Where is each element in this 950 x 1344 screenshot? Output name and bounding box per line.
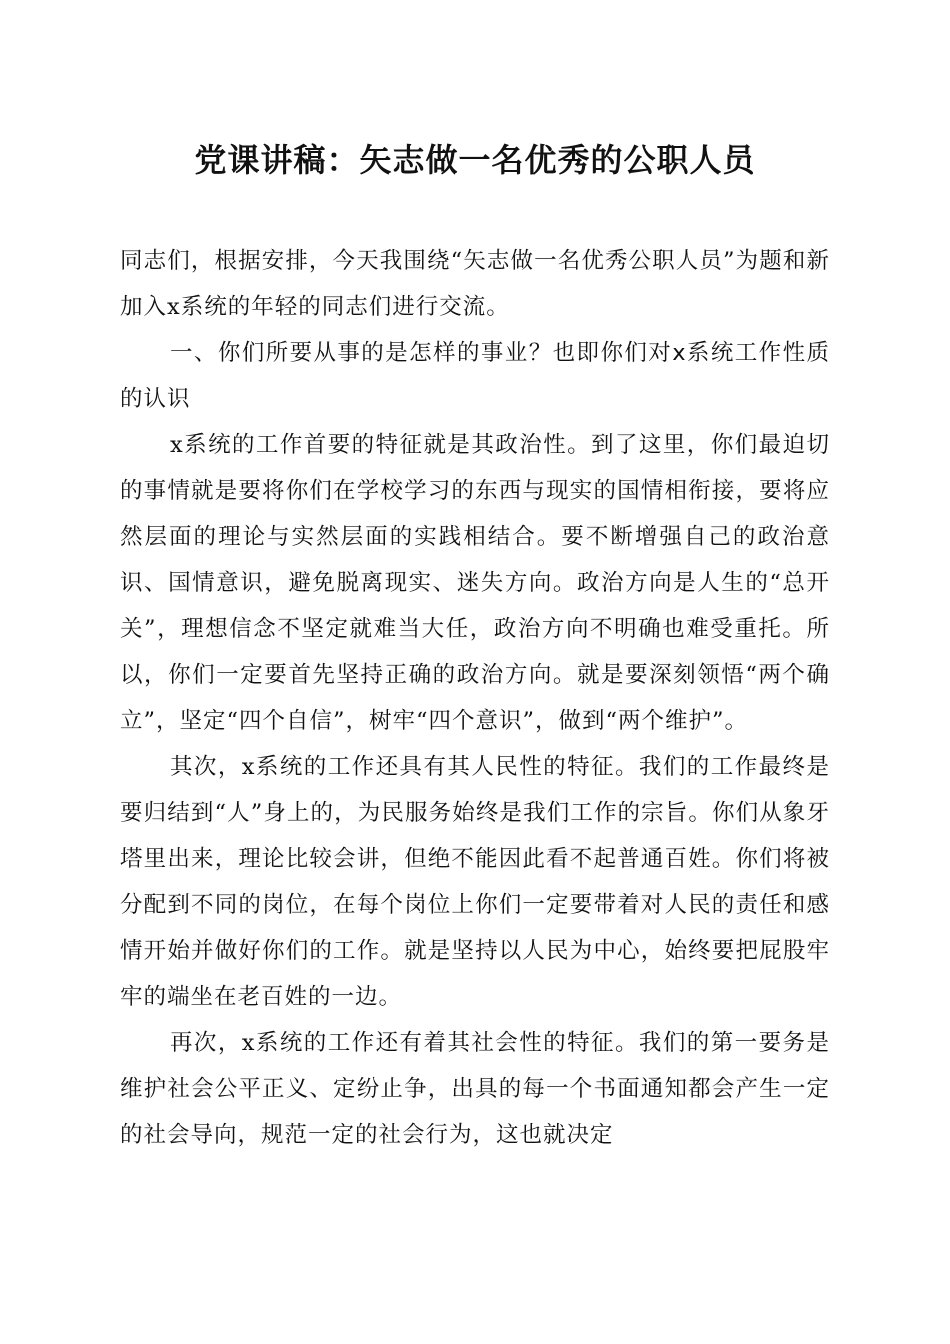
- body-paragraph-people: 其次，x系统的工作还具有其人民性的特征。我们的工作最终是要归结到“人”身上的，为民服务始终是我们工作的宗旨。你们从象牙塔里出来，理论比较会讲，但绝不能因此看不起普通百姓。你们将被分配到不同的岗位，在每个岗位上你们一定要带着对人民的责任和感情开始并做好你们的工作。就是坚持以人民为中心，始终要把屁股牢牢的端坐在老百姓的一边。: [120, 754, 830, 1010]
- document-page: [120, 130, 830, 1158]
- section-heading: 一、你们所要从事的是怎样的事业？也即你们对x系统工作性质的认识: [120, 340, 830, 412]
- body-paragraph-social: 再次，x系统的工作还有着其社会性的特征。我们的第一要务是维护社会公平正义、定纷止争，出具的每一个书面通知都会产生一定的社会导向，规范一定的社会行为，这也就决定: [120, 1030, 830, 1148]
- body-paragraph-political: x系统的工作首要的特征就是其政治性。到了这里，你们最迫切的事情就是要将你们在学校学习的东西与现实的国情相衔接，要将应然层面的理论与实然层面的实践相结合。要不断增强自己的政治意识、国情意识，避免脱离现实、迷失方向。政治方向是人生的“总开关”，理想信念不坚定就难当大任，政治方向不明确也难受重托。所以，你们一定要首先坚持正确的政治方向。就是要深刻领悟“两个确立”，坚定“四个自信”，树牢“四个意识”，做到“两个维护”。: [120, 432, 830, 734]
- document-title: 党课讲稿：矢志做一名优秀的公职人员: [194, 141, 756, 179]
- opening-paragraph: 同志们，根据安排，今天我围绕“矢志做一名优秀公职人员”为题和新加入x系统的年轻的同志们进行交流。: [120, 248, 830, 320]
